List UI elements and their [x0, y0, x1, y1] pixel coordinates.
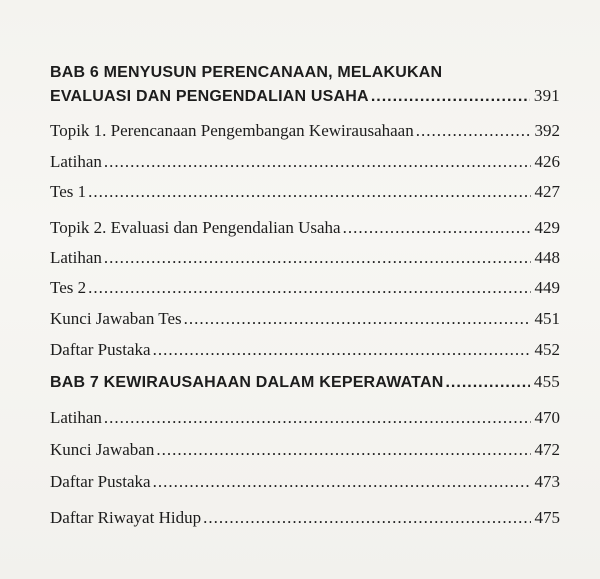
page-number: 455	[533, 372, 560, 391]
dot-leader	[88, 278, 530, 298]
entry-label: Daftar Pustaka	[50, 340, 151, 359]
page-number: 448	[534, 248, 560, 267]
bab6-entry	[50, 86, 560, 107]
entry-label: Latihan	[50, 408, 102, 427]
toc-entry	[50, 309, 560, 329]
entry-label: Latihan	[50, 152, 102, 171]
dot-leader	[153, 340, 531, 360]
page-number: 470	[534, 408, 560, 427]
entry-label: Tes 2	[50, 278, 87, 297]
page-number: 472	[534, 440, 560, 459]
bab7-title: BAB 7 KEWIRAUSAHAAN DALAM KEPERAWATAN	[50, 374, 444, 391]
dot-leader	[203, 508, 530, 528]
dot-leader	[416, 121, 531, 141]
dot-leader	[371, 87, 530, 107]
toc-entry	[50, 440, 560, 460]
dot-leader	[184, 309, 531, 329]
page-number: 426	[534, 152, 560, 171]
toc-entry	[50, 278, 560, 298]
toc-entry	[50, 218, 560, 238]
page-number: 427	[534, 182, 560, 201]
dot-leader	[88, 182, 530, 202]
toc-entry	[50, 508, 560, 528]
bab6-title-line2: EVALUASI DAN PENGENDALIAN USAHA	[50, 88, 369, 105]
page-number: 392	[534, 121, 560, 140]
toc-entry	[50, 340, 560, 360]
page-number: 452	[534, 340, 560, 359]
dot-leader	[445, 373, 529, 393]
entry-label: Daftar Pustaka	[50, 472, 151, 491]
entry-label: Topik 2. Evaluasi dan Pengendalian Usaha	[50, 218, 341, 237]
page-number: 451	[534, 309, 560, 328]
toc-entry	[50, 472, 560, 492]
page-number: 429	[534, 218, 560, 237]
dot-leader	[104, 248, 531, 268]
dot-leader	[153, 472, 531, 492]
entry-label: Latihan	[50, 248, 102, 267]
page-number: 473	[534, 472, 560, 491]
bab6-title-line1: BAB 6 MENYUSUN PERENCANAAN, MELAKUKAN	[50, 64, 443, 81]
toc-entry	[50, 408, 560, 428]
entry-label: Topik 1. Perencanaan Pengembangan Kewirausahaan	[50, 121, 414, 140]
bab7-entry	[50, 372, 560, 393]
page-number: 475	[534, 508, 560, 527]
page-number: 449	[534, 278, 560, 297]
toc-entry	[50, 152, 560, 172]
entry-label: Kunci Jawaban	[50, 440, 155, 459]
entry-label: Kunci Jawaban Tes	[50, 309, 182, 328]
dot-leader	[104, 152, 531, 172]
dot-leader	[104, 408, 531, 428]
entry-label: Tes 1	[50, 182, 87, 201]
entry-label: Daftar Riwayat Hidup	[50, 508, 202, 527]
toc-entry	[50, 182, 560, 202]
dot-leader	[343, 218, 531, 238]
dot-leader	[156, 440, 530, 460]
toc-entry	[50, 248, 560, 268]
page-number: 391	[533, 86, 560, 105]
toc-entry	[50, 121, 560, 141]
